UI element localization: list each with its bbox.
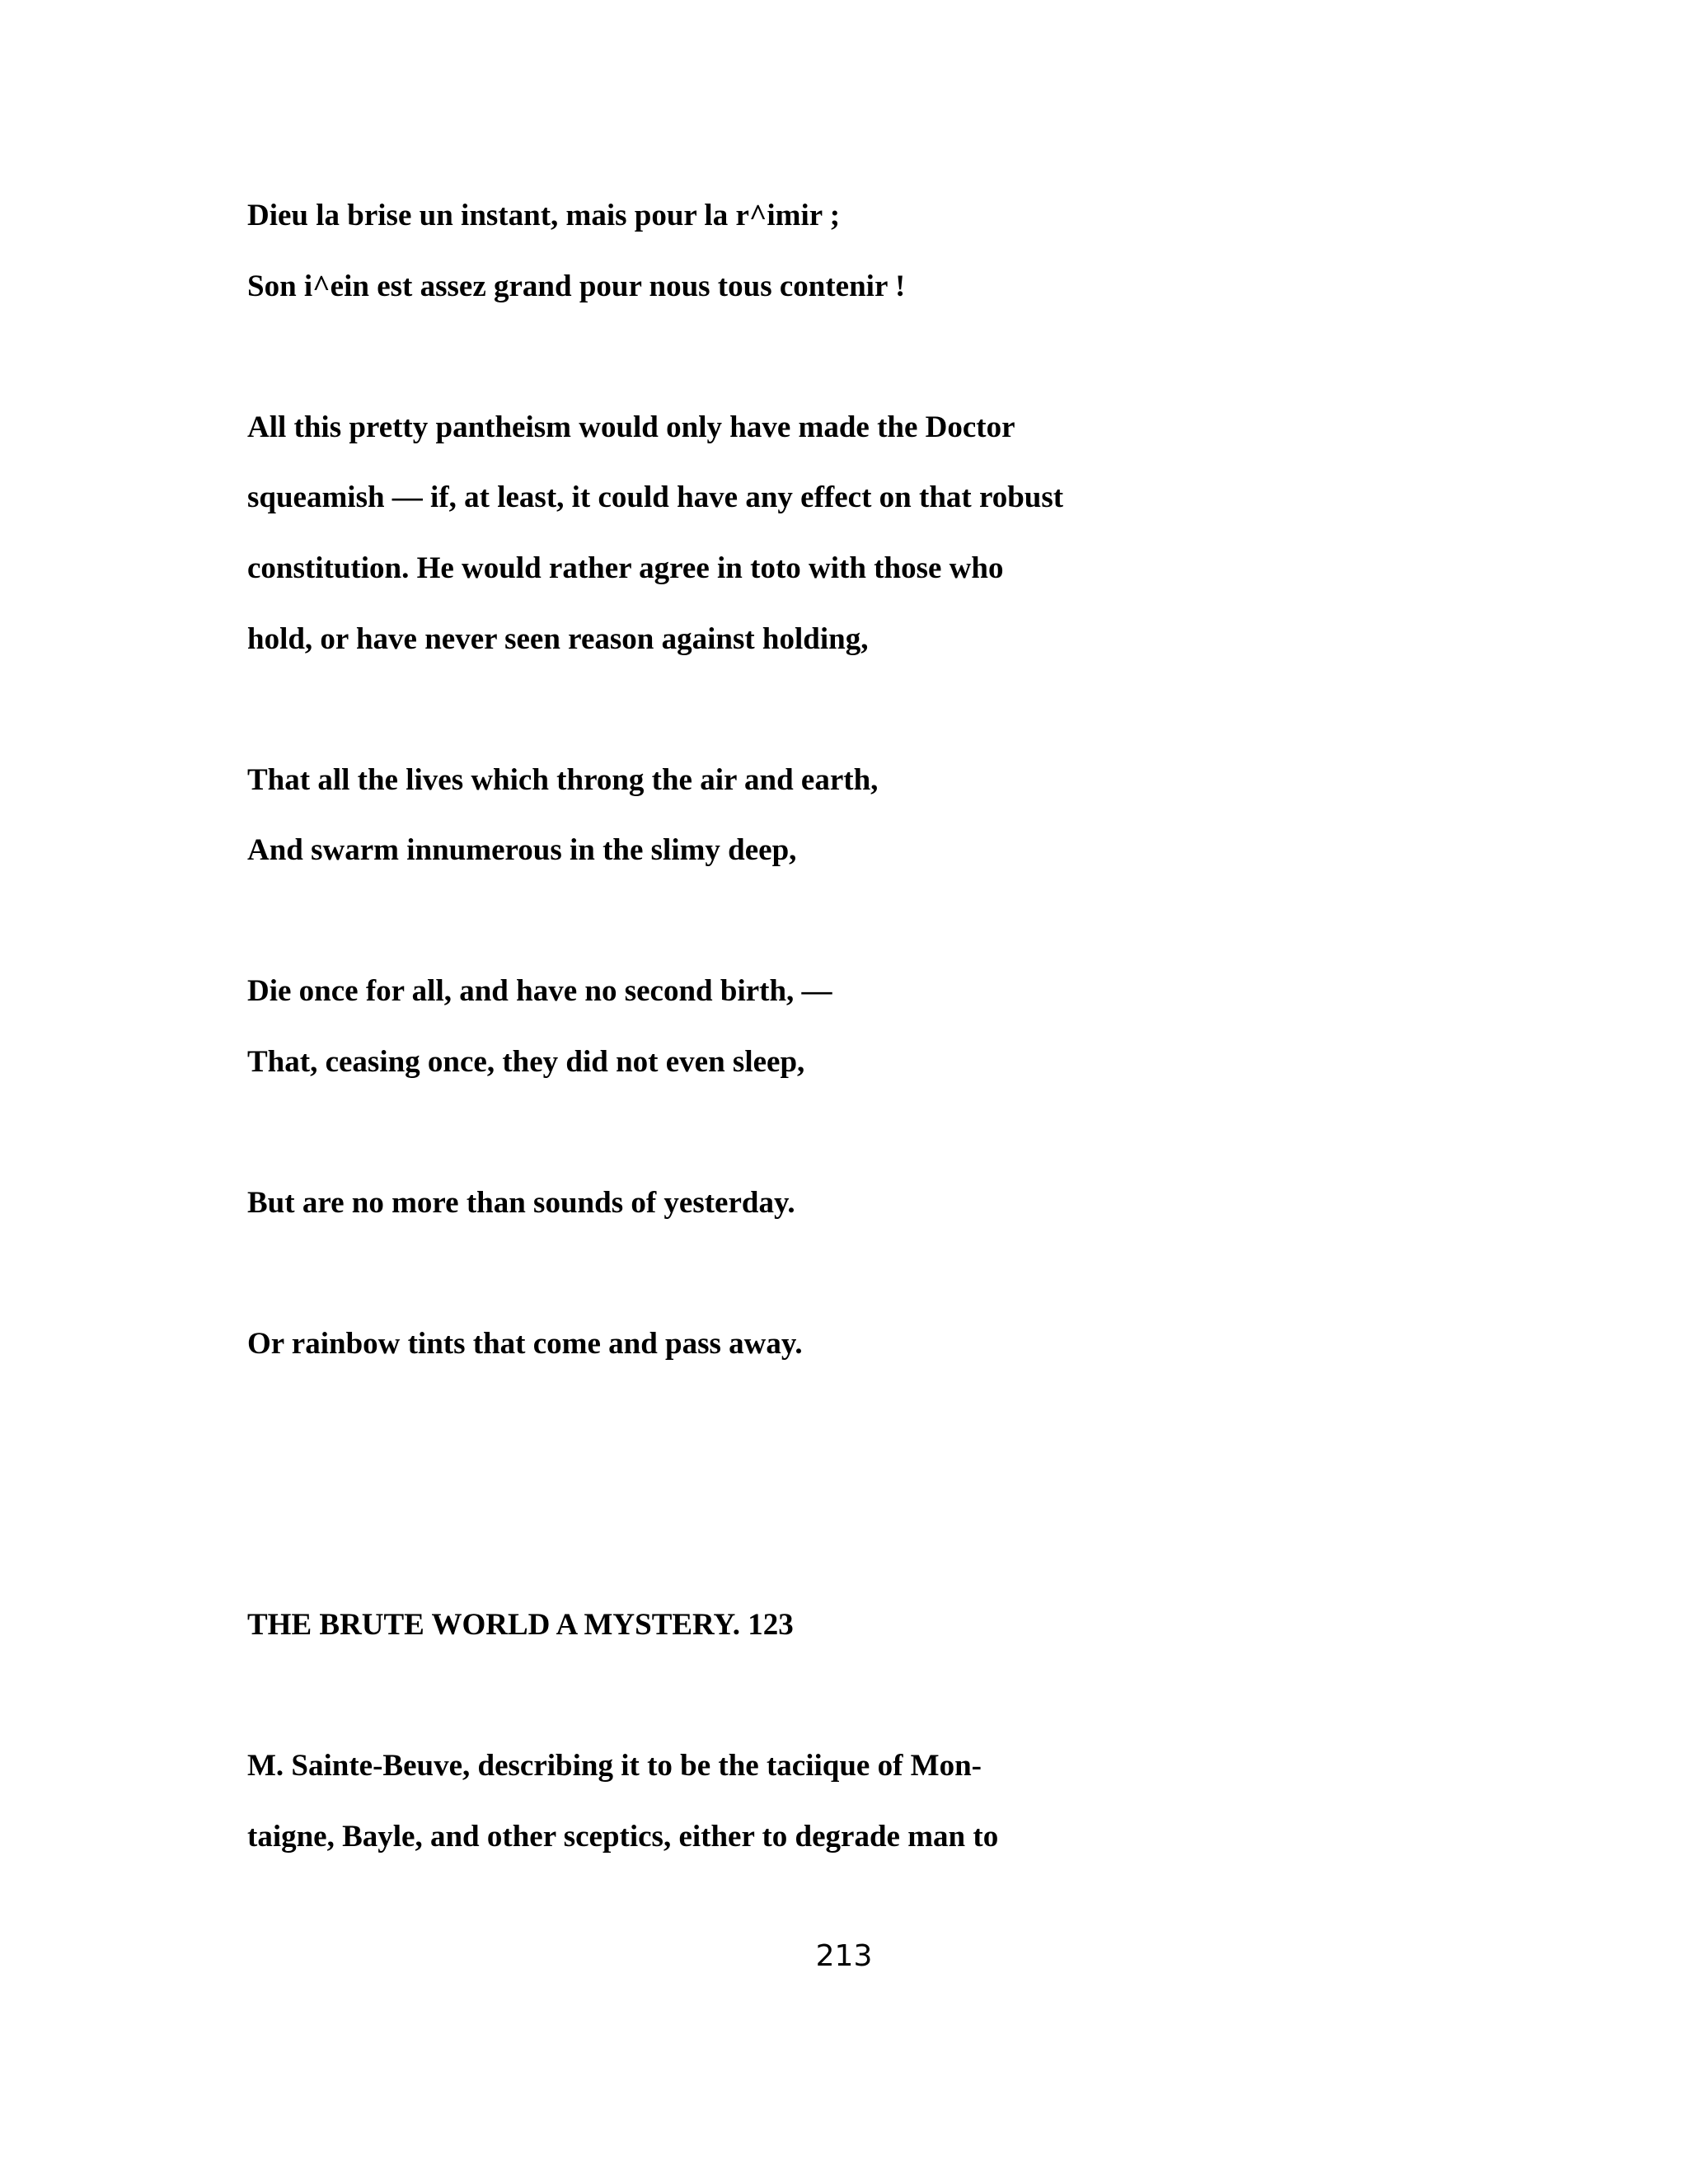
text-line: Or rainbow tints that come and pass away. [247, 1327, 803, 1361]
page-number: 213 [815, 1939, 873, 1973]
text-line: constitution. He would rather agree in toto with those who [247, 551, 1004, 585]
text-line: But are no more than sounds of yesterday. [247, 1186, 795, 1220]
text-line: Son i^ein est assez grand pour nous tous contenir ! [247, 269, 906, 303]
text-line: Dieu la brise un instant, mais pour la r^imir ; [247, 199, 841, 232]
text-line: And swarm innumerous in the slimy deep, [247, 833, 797, 867]
text-line: All this pretty pantheism would only have made the Doctor [247, 410, 1015, 444]
running-header: THE BRUTE WORLD A MYSTERY. 123 [247, 1608, 794, 1642]
text-line: Die once for all, and have no second birth, — [247, 974, 832, 1008]
text-line: squeamish — if, at least, it could have any effect on that robust [247, 480, 1064, 514]
text-line: M. Sainte-Beuve, describing it to be the taciique of Mon- [247, 1749, 982, 1783]
text-line: That all the lives which throng the air and earth, [247, 763, 879, 797]
text-line: taigne, Bayle, and other sceptics, either to degrade man to [247, 1820, 999, 1854]
text-line: hold, or have never seen reason against holding, [247, 622, 869, 656]
text-line: That, ceasing once, they did not even sleep, [247, 1045, 805, 1079]
